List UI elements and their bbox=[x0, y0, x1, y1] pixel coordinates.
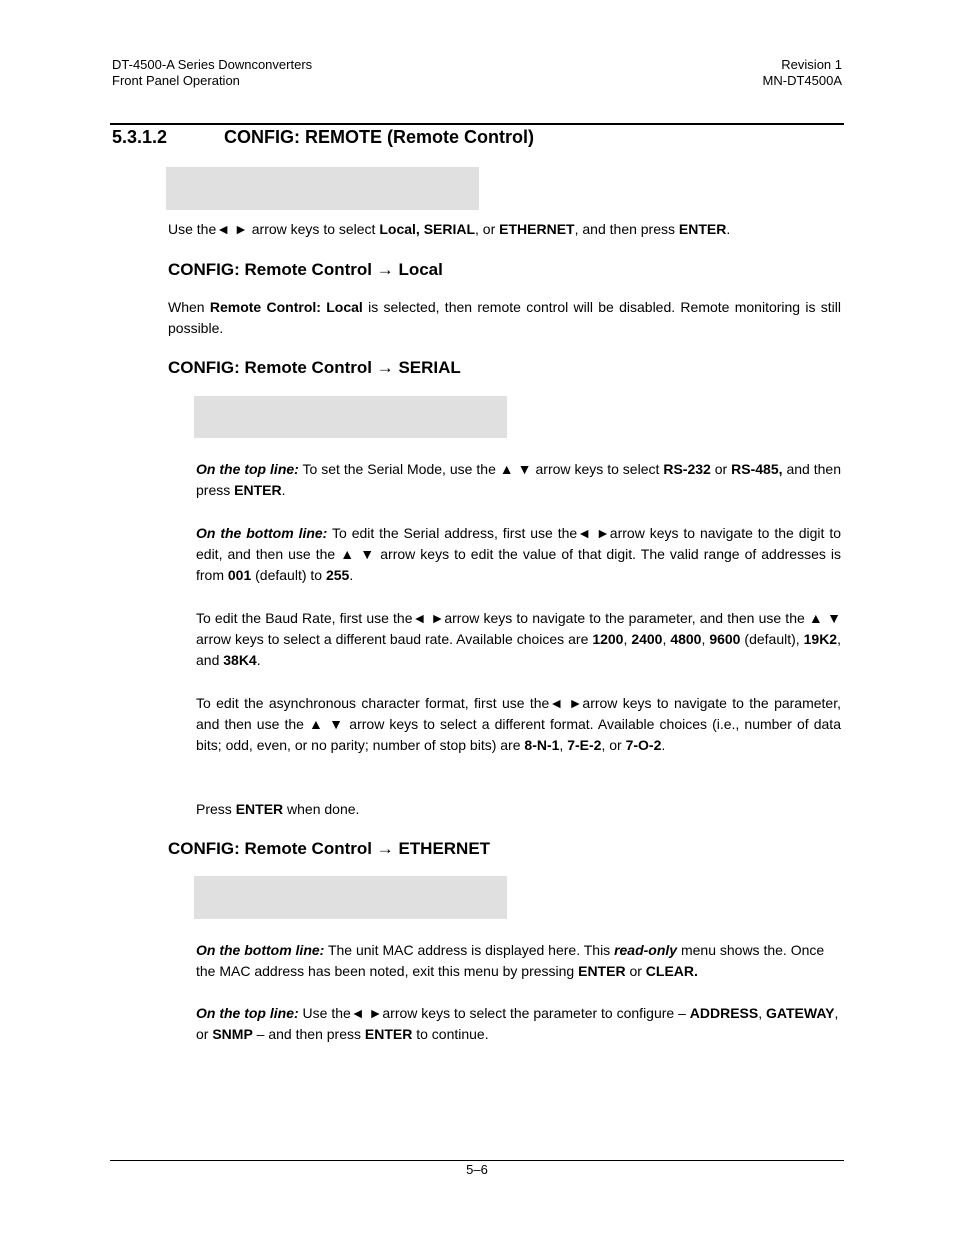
text-run: read-only bbox=[614, 942, 678, 958]
footer-rule bbox=[110, 1160, 844, 1161]
section-heading bbox=[112, 127, 534, 148]
text-run: ENTER bbox=[235, 801, 284, 817]
text-run: To edit the Baud Rate, first use the◄ ►arrow keys to navigate to the parameter, and then use the ▲ ▼ arrow keys to select a different baud rate. Available choices are bbox=[196, 610, 841, 647]
text-run: or bbox=[710, 461, 732, 477]
paragraph bbox=[196, 693, 841, 756]
text-run: is selected, then remote control will be disabled. Remote monitoring is still possible. bbox=[168, 299, 842, 336]
subheading-ethernet: CONFIG: Remote Control → ETHERNET bbox=[168, 839, 491, 858]
paragraph bbox=[196, 523, 841, 586]
text-run: To edit the asynchronous character format, first use the◄ ►arrow keys to navigate to the parameter, and then use the ▲ ▼ arrow keys to select a different format. Available choices (i.e., number of data bits; odd, even, or no parity; number of stop bits) are bbox=[196, 695, 841, 753]
text-run: ENTER bbox=[234, 482, 282, 498]
text-run: RS-485, bbox=[731, 461, 783, 477]
text-run: , and bbox=[196, 631, 841, 668]
text-run: , or bbox=[601, 737, 626, 753]
text-run: and then press bbox=[196, 461, 841, 498]
text-run: Use the◄ ► arrow keys to select bbox=[168, 221, 380, 237]
text-run: 9600 bbox=[709, 631, 741, 647]
text-run: 1200 bbox=[592, 631, 624, 647]
text-run: . bbox=[349, 567, 354, 583]
text-run: 2400 bbox=[631, 631, 663, 647]
text-run: , or bbox=[196, 1005, 839, 1042]
text-run: (default), bbox=[740, 631, 804, 647]
header-rule bbox=[110, 123, 844, 125]
text-run: 7-E-2 bbox=[567, 737, 602, 753]
revision: Revision 1 bbox=[781, 57, 842, 72]
paragraph bbox=[196, 608, 841, 671]
subheading-local: CONFIG: Remote Control → Local bbox=[168, 260, 443, 279]
text-run: 4800 bbox=[670, 631, 702, 647]
text-run: when done. bbox=[283, 801, 360, 817]
text-run: Local, SERIAL bbox=[379, 221, 476, 237]
text-run: , and then press bbox=[574, 221, 679, 237]
doc-number: MN-DT4500A bbox=[762, 73, 842, 88]
text-run: 7-O-2 bbox=[625, 737, 662, 753]
paragraph bbox=[196, 940, 841, 982]
text-run: CLEAR. bbox=[645, 963, 698, 979]
lcd-display-serial bbox=[194, 396, 507, 438]
text-run: ENTER bbox=[678, 221, 727, 237]
text-run: 8-N-1 bbox=[524, 737, 560, 753]
text-run: . bbox=[661, 737, 666, 753]
header-right bbox=[763, 57, 842, 89]
text-run: When bbox=[168, 299, 210, 315]
text-run: ETHERNET bbox=[499, 221, 575, 237]
text-run: 001 bbox=[227, 567, 252, 583]
text-run: 255 bbox=[325, 567, 350, 583]
text-run: or bbox=[625, 963, 646, 979]
paragraph bbox=[168, 297, 841, 339]
text-run: 19K2 bbox=[803, 631, 838, 647]
paragraph bbox=[168, 219, 841, 240]
text-run: 38K4 bbox=[223, 652, 257, 668]
text-run: . bbox=[726, 221, 731, 237]
text-run: ENTER bbox=[578, 963, 626, 979]
text-run: menu shows the. Once the MAC address has been noted, exit this menu by pressing bbox=[196, 942, 825, 979]
text-run: , bbox=[623, 631, 632, 647]
page-number: 5–6 bbox=[466, 1162, 488, 1177]
paragraph bbox=[196, 1003, 841, 1045]
text-run: To edit the Serial address, first use the◄ ►arrow keys to navigate to the digit to edit, and then use the ▲ ▼ arrow keys to edit the value of that digit. The valid range of addresses is from bbox=[196, 525, 841, 583]
text-run: , bbox=[701, 631, 710, 647]
text-run: , or bbox=[475, 221, 500, 237]
text-run: ADDRESS bbox=[689, 1005, 759, 1021]
text-run: GATEWAY bbox=[766, 1005, 835, 1021]
text-run: On the top line: bbox=[196, 461, 299, 477]
header-left bbox=[112, 57, 312, 89]
text-run: On the top line: bbox=[196, 1005, 299, 1021]
text-run: – and then press bbox=[252, 1026, 365, 1042]
text-run: Remote Control: Local bbox=[209, 299, 363, 315]
lcd-display-ethernet bbox=[194, 876, 507, 919]
text-run: SNMP bbox=[212, 1026, 253, 1042]
text-run: , bbox=[559, 737, 568, 753]
text-run: (default) to bbox=[251, 567, 326, 583]
text-run: Use the◄ ►arrow keys to select the parameter to configure – bbox=[298, 1005, 690, 1021]
text-run: On the bottom line: bbox=[196, 525, 328, 541]
text-run: , bbox=[662, 631, 671, 647]
text-run: On the bottom line: bbox=[196, 942, 325, 958]
text-run: . bbox=[281, 482, 286, 498]
doc-title: DT-4500-A Series Downconverters bbox=[112, 57, 313, 72]
text-run: . bbox=[256, 652, 261, 668]
chapter-title: Front Panel Operation bbox=[112, 73, 240, 88]
paragraph bbox=[196, 799, 841, 820]
text-run: To set the Serial Mode, use the ▲ ▼ arrow keys to select bbox=[298, 461, 664, 477]
subheading-serial: CONFIG: Remote Control → SERIAL bbox=[168, 358, 461, 377]
text-run: to continue. bbox=[412, 1026, 489, 1042]
text-run: RS-232 bbox=[663, 461, 711, 477]
section-number: 5.3.1.2 bbox=[112, 127, 168, 147]
text-run: ENTER bbox=[364, 1026, 413, 1042]
lcd-display-remote bbox=[166, 167, 479, 210]
text-run: , bbox=[758, 1005, 767, 1021]
text-run: Press bbox=[196, 801, 236, 817]
text-run: The unit MAC address is displayed here. This bbox=[324, 942, 615, 958]
section-title: CONFIG: REMOTE (Remote Control) bbox=[224, 127, 534, 147]
paragraph bbox=[196, 459, 841, 501]
